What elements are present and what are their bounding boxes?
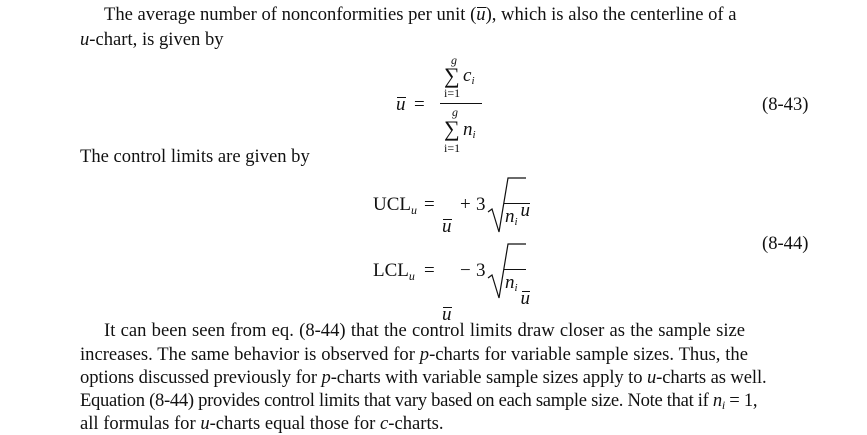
sum-upper-limit: g — [451, 53, 457, 67]
text-span: The average number of nonconformities per unit ( — [104, 4, 477, 25]
minus-operator: − — [460, 260, 471, 281]
paragraph-line-2: increases. The same behavior is observed for p-charts for variable sample sizes. Thus, the — [80, 344, 748, 365]
equation-number: (8-44) — [762, 233, 809, 254]
lcl-label: $LCL_u$ — [373, 260, 415, 283]
fraction-bar — [504, 269, 526, 270]
numerator-term: ci — [463, 65, 475, 87]
control-limits-text: The control limits are given by — [80, 146, 310, 167]
coefficient-3: 3 — [476, 260, 486, 281]
text-span: ), which is also the centerline of a — [485, 4, 737, 25]
variable-u: u — [80, 29, 90, 50]
paragraph-line-3: options discussed previously for p-charts with variable sample sizes apply to u-charts as well. — [80, 367, 767, 388]
sqrt-denominator: ni — [505, 206, 518, 228]
coefficient-3: 3 — [476, 194, 486, 215]
fraction-bar — [504, 203, 526, 204]
eq-equals: = — [424, 194, 435, 215]
u-bar-symbol: u — [442, 216, 452, 237]
sqrt-numerator-u-bar: u — [520, 288, 530, 309]
paragraph-line-5: all formulas for u-charts equal those for c-charts. — [80, 413, 444, 434]
sqrt-denominator: ni — [505, 272, 518, 294]
sum-lower-limit: i=1 — [444, 141, 461, 155]
fraction-bar — [440, 103, 482, 104]
intro-line-2 — [80, 29, 224, 51]
eq-equals: = — [414, 94, 425, 115]
eq-equals: = — [424, 260, 435, 281]
ucl-label: $UCL_u$ — [373, 194, 417, 217]
denominator-term: ni — [463, 119, 476, 141]
eq-lhs-u-bar: u — [396, 94, 406, 115]
u-bar-symbol: u — [476, 4, 486, 25]
paragraph-line-4: Equation (8-44) provides control limits that vary based on each sample size. Note that if ni = 1, — [80, 390, 758, 412]
sum-upper-limit: g — [452, 105, 458, 119]
equation-number: (8-43) — [762, 94, 809, 115]
intro-line-1 — [104, 4, 737, 26]
sigma-symbol: ∑ — [444, 63, 460, 88]
plus-operator: + — [460, 194, 471, 215]
sigma-symbol: ∑ — [444, 116, 460, 141]
text-span: -chart, is given by — [89, 29, 224, 50]
u-bar-symbol: u — [442, 304, 452, 325]
sum-lower-limit: i=1 — [444, 86, 461, 100]
paragraph-line-1: It can been seen from eq. (8-44) that the control limits draw closer as the sample size — [104, 320, 746, 341]
sqrt-numerator-u-bar: u — [520, 200, 530, 221]
